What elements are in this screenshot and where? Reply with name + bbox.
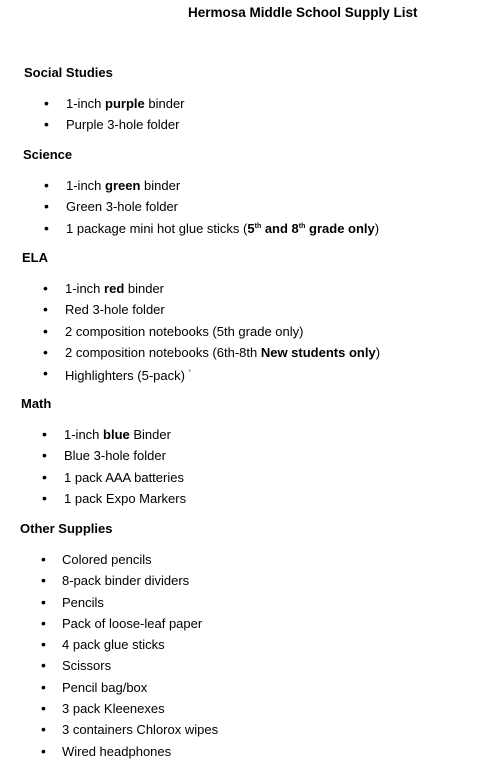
list-item-text: 1 pack Expo Markers (64, 490, 187, 506)
bullet: • (41, 678, 46, 695)
section-social-studies (24, 63, 185, 136)
list-item (23, 196, 179, 217)
list-item (23, 218, 380, 239)
section-science (23, 145, 380, 239)
list-item-text: 1-inch red binder (65, 281, 165, 296)
list-item-text: 3 containers Chlorox wipes (62, 722, 219, 738)
list-item (21, 445, 166, 466)
list-item (21, 467, 184, 488)
list-item (22, 321, 304, 342)
list-item (20, 570, 190, 591)
section-heading-science: Science (23, 147, 73, 162)
supply-list-social-studies (24, 93, 185, 136)
list-item-text: 3 pack Kleenexes (62, 701, 165, 717)
bullet: • (41, 614, 46, 631)
bullet: • (42, 489, 47, 506)
list-item-text: 1-inch purple binder (66, 96, 185, 111)
list-item (20, 613, 203, 634)
bullet: • (43, 322, 48, 339)
section-heading-ela: ELA (22, 250, 48, 265)
bullet: • (41, 572, 46, 589)
bullet: • (41, 700, 46, 717)
bullet: • (41, 636, 46, 653)
list-item-text: Scissors (62, 658, 112, 674)
bullet: • (43, 280, 48, 296)
list-item-text: Blue 3-hole folder (64, 448, 166, 464)
list-item (24, 114, 180, 135)
bullet: • (41, 551, 46, 567)
list-item-text: 4 pack glue sticks (62, 637, 165, 653)
stray-mark: ' (188, 368, 191, 379)
list-item-text: Pack of loose-leaf paper (62, 615, 203, 631)
list-item (22, 278, 165, 299)
list-item (22, 342, 381, 363)
supply-list-science (23, 175, 380, 239)
bullet: • (43, 343, 48, 360)
section-heading-social-studies: Social Studies (24, 65, 113, 80)
bullet: • (43, 365, 48, 382)
bullet: • (44, 95, 49, 111)
supply-list-math (21, 424, 187, 509)
bullet: • (42, 468, 47, 485)
bullet: • (43, 301, 48, 318)
list-item-text: Pencil bag/box (62, 679, 148, 695)
list-item (20, 677, 148, 698)
page-title: Hermosa Middle School Supply List (188, 5, 418, 20)
list-item (24, 93, 185, 114)
supply-list-ela (22, 278, 381, 384)
list-item (21, 424, 171, 445)
list-item (23, 175, 181, 196)
list-item-text: Highlighters (5-pack) ' (65, 368, 191, 384)
list-item (20, 549, 152, 570)
list-item (21, 488, 187, 509)
list-item (20, 634, 165, 655)
list-item-text: 1 package mini hot glue sticks (5th and 8th grade only) (66, 220, 380, 236)
list-item-text: Wired headphones (62, 743, 172, 759)
list-item (22, 299, 165, 320)
bullet: • (41, 593, 46, 610)
list-item-text: Pencils (62, 594, 104, 610)
list-item-text: Colored pencils (62, 552, 152, 567)
list-item (20, 698, 165, 719)
bullet: • (44, 219, 49, 236)
section-other-supplies (20, 519, 219, 762)
bullet: • (42, 447, 47, 464)
list-item-text: 1-inch green binder (66, 178, 181, 193)
list-item (20, 655, 112, 676)
list-item-text: 2 composition notebooks (5th grade only) (65, 323, 304, 339)
bullet: • (41, 721, 46, 738)
section-ela (22, 248, 381, 384)
section-heading-other-supplies: Other Supplies (20, 521, 113, 536)
bullet: • (42, 426, 47, 442)
list-item-text: Purple 3-hole folder (66, 117, 180, 133)
list-item (20, 719, 219, 740)
bullet: • (44, 198, 49, 215)
bullet: • (44, 116, 49, 133)
list-item-text: 1-inch blue Binder (64, 427, 171, 442)
list-item (20, 592, 112, 613)
bullet: • (44, 177, 49, 193)
supply-list-other (20, 549, 219, 762)
list-item-text: 1 pack AAA batteries (64, 469, 184, 485)
bullet: • (41, 657, 46, 674)
bullet: • (41, 742, 46, 759)
section-math (21, 394, 187, 509)
list-item (20, 741, 172, 762)
section-heading-math: Math (21, 396, 52, 411)
list-item-text: 2 composition notebooks (6th-8th New students only) (65, 344, 381, 360)
list-item-text: Green 3-hole folder (66, 199, 179, 215)
list-item-text: Red 3-hole folder (65, 302, 165, 318)
list-item-text: 8-pack binder dividers (62, 573, 190, 589)
list-item (22, 363, 191, 384)
